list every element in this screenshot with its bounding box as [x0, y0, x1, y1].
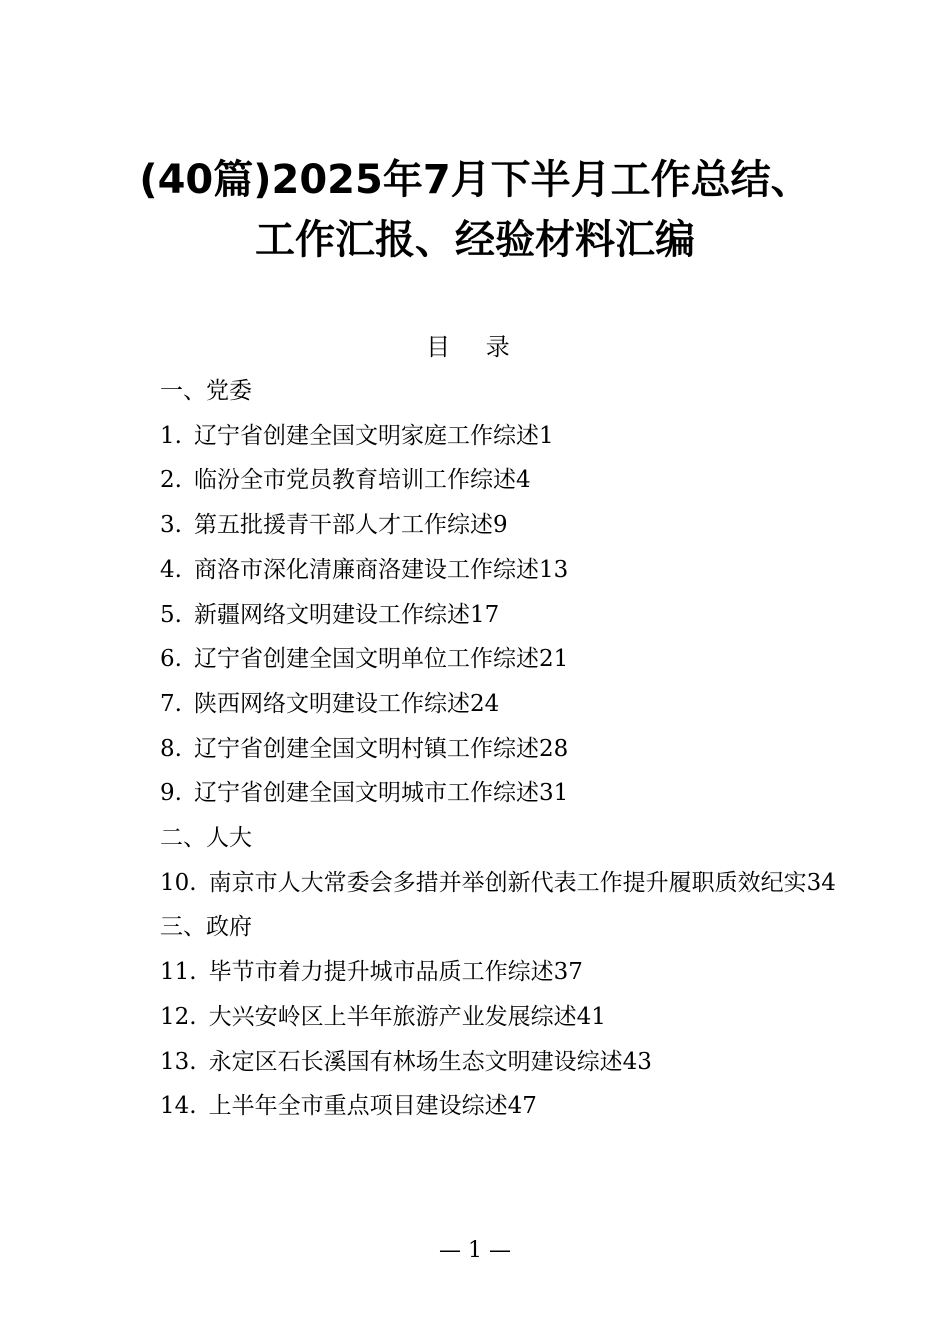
table-of-contents — [128, 369, 838, 1129]
toc-item-number: 10. — [160, 869, 197, 896]
toc-item — [128, 861, 838, 906]
toc-item-title: 新疆网络文明建设工作综述 — [193, 601, 470, 628]
toc-item-title: 辽宁省创建全国文明单位工作综述 — [193, 646, 539, 673]
toc-item — [128, 503, 838, 548]
title-line-2: 工作汇报、经验材料汇编 — [255, 217, 695, 263]
toc-item-page: 43 — [622, 1048, 652, 1075]
toc-section: 一、党委 — [160, 378, 252, 404]
toc-item-title: 临汾全市党员教育培训工作综述 — [193, 467, 516, 494]
toc-item-number: 9. — [160, 780, 182, 807]
toc-item-title: 上半年全市重点项目建设综述 — [208, 1093, 508, 1120]
toc-item-title: 毕节市着力提升城市品质工作综述 — [208, 959, 554, 986]
toc-item-number: 3. — [160, 512, 182, 539]
toc-item — [128, 458, 838, 503]
toc-item — [128, 1040, 838, 1085]
toc-item — [128, 682, 838, 727]
toc-item-page: 21 — [538, 646, 569, 673]
toc-item-page: 47 — [507, 1093, 537, 1120]
toc-item-number: 11. — [160, 959, 197, 986]
toc-item-page: 1 — [538, 422, 554, 449]
toc-item-number: 2. — [160, 467, 182, 494]
toc-item-page: 37 — [553, 959, 583, 986]
toc-item-title: 永定区石长溪国有林场生态文明建设综述 — [208, 1048, 623, 1075]
title-line-1: (40篇)2025年7月下半月工作总结、 — [139, 157, 811, 203]
document-title — [0, 150, 950, 270]
toc-item-number: 12. — [160, 1003, 197, 1030]
toc-section: 二、人大 — [160, 825, 252, 852]
toc-item — [128, 548, 838, 593]
toc-item-number: 13. — [160, 1048, 197, 1075]
page-number: — 1 — — [439, 1238, 511, 1263]
toc-item-title: 辽宁省创建全国文明城市工作综述 — [193, 780, 539, 807]
toc-item — [128, 593, 838, 638]
toc-item — [128, 727, 838, 772]
toc-item-number: 1. — [160, 422, 182, 449]
toc-item-page: 41 — [576, 1003, 606, 1030]
toc-item — [128, 1084, 838, 1129]
toc-item-page: 28 — [538, 735, 569, 762]
toc-item-page: 17 — [469, 601, 500, 628]
toc-item — [128, 950, 838, 995]
toc-item-page: 4 — [515, 467, 531, 494]
toc-heading: 目 录 — [426, 333, 524, 361]
toc-item-title: 陕西网络文明建设工作综述 — [193, 690, 470, 717]
toc-item-number: 8. — [160, 735, 182, 762]
toc-item-title: 辽宁省创建全国文明家庭工作综述 — [193, 422, 539, 449]
toc-item — [128, 771, 838, 816]
toc-item-number: 6. — [160, 646, 182, 673]
toc-item-page: 13 — [538, 556, 569, 583]
toc-item-title: 大兴安岭区上半年旅游产业发展综述 — [208, 1003, 577, 1030]
toc-item-title: 商洛市深化清廉商洛建设工作综述 — [193, 556, 539, 583]
toc-item-page: 9 — [492, 512, 508, 539]
toc-section: 三、政府 — [160, 914, 252, 941]
toc-item-number: 5. — [160, 601, 182, 628]
toc-item-title: 第五批援青干部人才工作综述 — [193, 512, 493, 539]
toc-item-page: 24 — [469, 690, 500, 717]
toc-item — [128, 414, 838, 459]
toc-item-page: 34 — [806, 869, 836, 896]
toc-item — [128, 995, 838, 1040]
toc-item-number: 4. — [160, 556, 182, 583]
toc-item-number: 7. — [160, 690, 182, 717]
toc-item-title: 南京市人大常委会多措并举创新代表工作提升履职质效纪实 — [208, 869, 807, 896]
toc-item — [128, 637, 838, 682]
toc-item-page: 31 — [538, 780, 569, 807]
toc-item-title: 辽宁省创建全国文明村镇工作综述 — [193, 735, 539, 762]
toc-item-number: 14. — [160, 1093, 197, 1120]
